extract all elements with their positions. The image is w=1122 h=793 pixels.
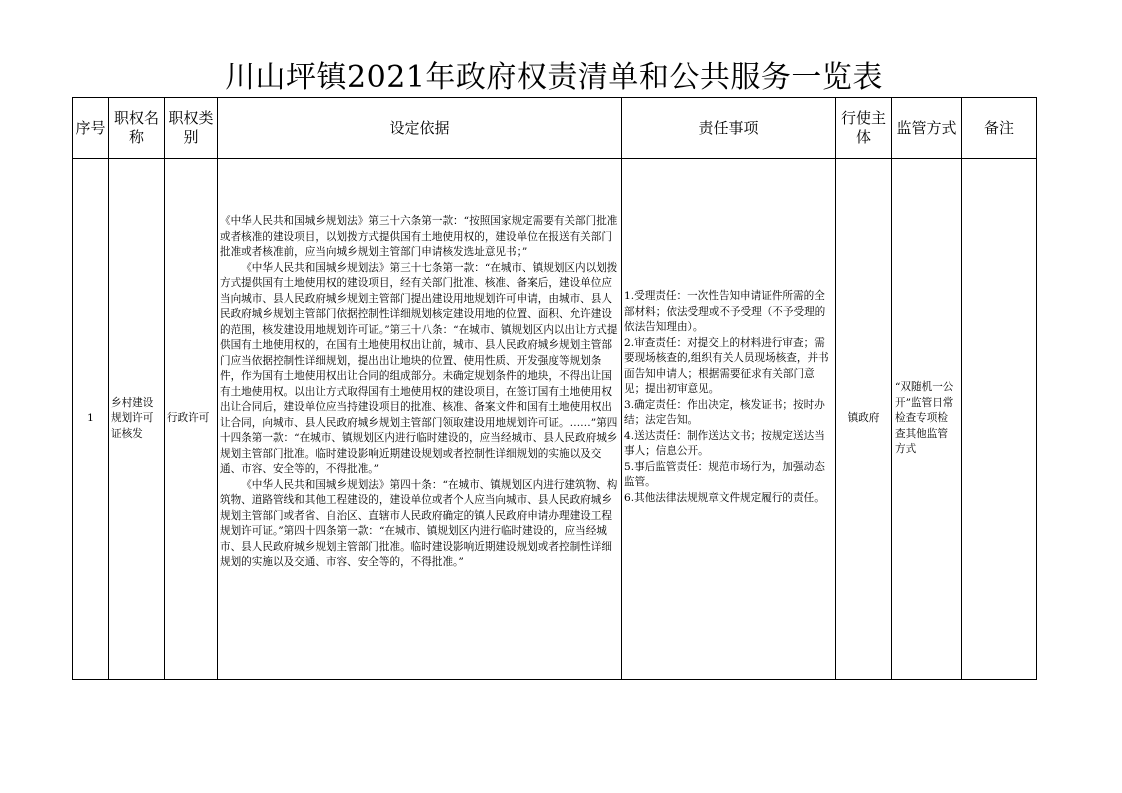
header-basis: 设定依据 xyxy=(218,98,622,159)
cell-power-type: 行政许可 xyxy=(165,159,218,680)
header-supervision: 监管方式 xyxy=(892,98,962,159)
header-name: 职权名称 xyxy=(109,98,165,159)
basis-paragraph: 《中华人民共和国城乡规划法》第三十六条第一款：“按照国家规定需要有关部门批准或者核准的建设项目，以划拨方式提供国有土地使用权的，建设单位在报送有关部门批准或者核准前，应当向城乡规划主管部门申请核发选址意见书；” xyxy=(220,215,618,258)
cell-responsibility xyxy=(622,159,836,680)
header-type: 职权类别 xyxy=(165,98,218,159)
cell-seq: 1 xyxy=(73,159,109,680)
responsibility-item: 6.其他法律法规规章文件规定履行的责任。 xyxy=(624,491,825,504)
responsibility-item: 5.事后监管责任：规范市场行为，加强动态监管。 xyxy=(624,460,825,488)
cell-power-name: 乡村建设规划许可证核发 xyxy=(109,159,165,680)
page-title: 川山坪镇2021年政府权责清单和公共服务一览表 xyxy=(225,60,883,95)
responsibility-item: 3.确定责任：作出决定，核发证书；按时办结；法定告知。 xyxy=(624,398,825,426)
cell-remarks xyxy=(962,159,1037,680)
basis-paragraph: 《中华人民共和国城乡规划法》第四十条：“在城市、镇规划区内进行建筑物、构筑物、道路管线和其他工程建设的，建设单位或者个人应当向城市、县人民政府城乡规划主管部门或者省、自治区、直辖市人民政府确定的镇人民政府申请办理建设工程规划许可证。”第四十四条第一款：“在城市、镇规划区内进行临时建设的，应当经城市、县人民政府城乡规划主管部门批准。临时建设影响近期建设规划或者控制性详细规划的实施以及交通、市容、安全等的，不得批准。” xyxy=(220,478,618,568)
responsibility-item: 2.审查责任：对提交上的材料进行审查；需要现场核查的,组织有关人员现场核查，并书面告知申请人；根据需要征求有关部门意见；提出初审意见。 xyxy=(624,336,829,395)
responsibility-item: 4.送达责任：制作送达文书；按规定送达当事人；信息公开。 xyxy=(624,429,825,457)
header-seq: 序号 xyxy=(73,98,109,159)
cell-supervision: “双随机一公开”监管日常检查专项检查其他监管方式 xyxy=(892,159,962,680)
responsibility-item: 1.受理责任：一次性告知申请证件所需的全部材料；依法受理或不予受理（不予受理的依法告知理由）。 xyxy=(624,290,826,333)
cell-legal-basis xyxy=(218,159,622,680)
basis-paragraph: 《中华人民共和国城乡规划法》第三十七条第一款：“在城市、镇规划区内以划拨方式提供国有土地使用权的建设项目，经有关部门批准、核准、备案后，建设单位应当向城市、县人民政府城乡规划主管部门提出建设用地规划许可申请，由城市、县人民政府城乡规划主管部门依据控制性详细规划核定建设用地的位置、面积、允许建设的范围，核发建设用地规划许可证。”第三十八条：“在城市、镇规划区内以出让方式提供国有土地使用权的，在国有土地使用权出让前，城市、县人民政府城乡规划主管部门应当依据控制性详细规划，提出出让地块的位置、使用性质、开发强度等规划条件，作为国有土地使用权出让合同的组成部分。未确定规划条件的地块，不得出让国有土地使用权。以出让方式取得国有土地使用权的建设项目，在签订国有土地使用权出让合同后，建设单位应当持建设项目的批准、核准、备案文件和国有土地使用权出让合同，向城市、县人民政府城乡规划主管部门领取建设用地规划许可证。……”第四十四条第一款：“在城市、镇规划区内进行临时建设的，应当经城市、县人民政府城乡规划主管部门批准。临时建设影响近期建设规划或者控制性详细规划的实施以及交通、市容、安全等的，不得批准。” xyxy=(220,261,618,475)
header-body: 行使主体 xyxy=(836,98,892,159)
header-remarks: 备注 xyxy=(962,98,1037,159)
table-row xyxy=(73,159,1037,680)
power-list-table xyxy=(72,97,1037,680)
cell-executing-body: 镇政府 xyxy=(836,159,892,680)
header-responsibility: 责任事项 xyxy=(622,98,836,159)
table-header-row xyxy=(73,98,1037,159)
